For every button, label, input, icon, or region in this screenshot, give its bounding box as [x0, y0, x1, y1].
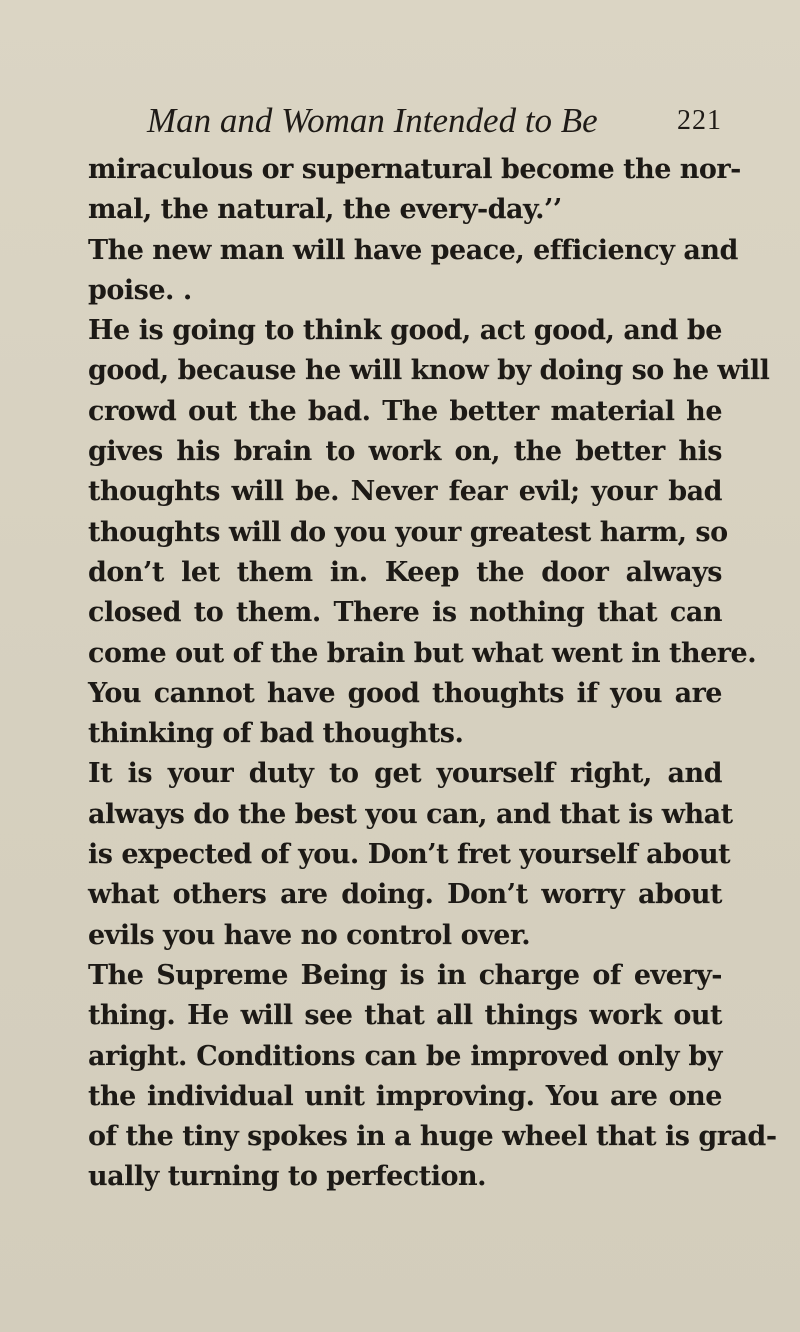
text-line: don’t let them in. Keep the door always: [88, 556, 722, 588]
text-line: closed to them. There is nothing that can: [88, 597, 722, 629]
text-line: always do the best you can, and that is what: [88, 798, 733, 830]
text-line: what others are doing. Don’t worry about: [88, 879, 722, 911]
text-line: It is your duty to get yourself right, and: [88, 758, 722, 790]
text-line: crowd out the bad. The better material he: [88, 395, 722, 427]
text-line: ually turning to perfection.: [88, 1161, 487, 1193]
text-line: miraculous or supernatural become the nor-: [88, 154, 741, 185]
text-line: He is going to think good, act good, and be: [88, 315, 722, 347]
text-line: is expected of you. Don’t fret yourself about: [88, 839, 731, 871]
text-line: aright. Conditions can be improved only by: [88, 1040, 722, 1072]
text-line: The new man will have peace, efficiency and: [88, 234, 738, 266]
text-line: thoughts will be. Never fear evil; your bad: [88, 476, 722, 508]
running-head: [147, 96, 722, 146]
text-line: thoughts will do you your greatest harm, so: [88, 516, 728, 548]
text-line: gives his brain to work on, the better his: [88, 436, 722, 468]
running-title: Man and Woman Intended to Be: [147, 101, 598, 140]
text-line: thing. He will see that all things work out: [88, 1000, 722, 1032]
text-line: poise. .: [88, 274, 192, 306]
page-number: 221: [677, 105, 722, 136]
text-line: mal, the natural, the every-day.’’: [88, 194, 562, 226]
text-line: of the tiny spokes in a huge wheel that is grad-: [88, 1121, 777, 1153]
body-text: [88, 150, 777, 1198]
text-line: the individual unit improving. You are one: [88, 1080, 722, 1112]
text-line: come out of the brain but what went in there.: [88, 637, 757, 669]
text-line: evils you have no control over.: [88, 919, 531, 951]
text-line: You cannot have good thoughts if you are: [88, 677, 722, 709]
text-line: The Supreme Being is in charge of every-: [88, 959, 722, 991]
text-line: good, because he will know by doing so he will: [88, 355, 770, 387]
text-line: thinking of bad thoughts.: [88, 718, 464, 750]
